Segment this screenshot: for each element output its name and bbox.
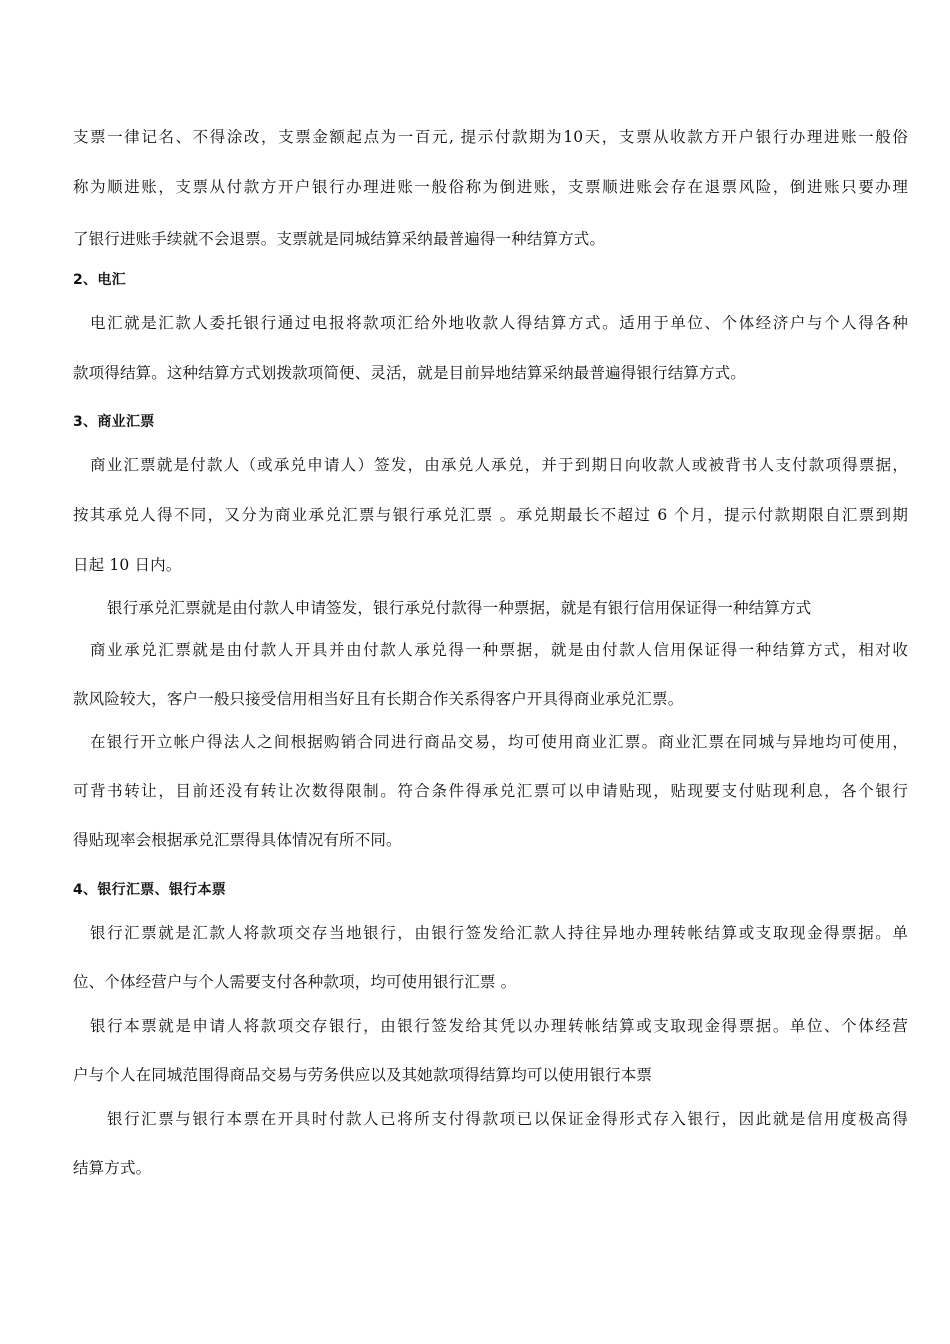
paragraph-line: 结算方式。	[73, 1159, 152, 1177]
paragraph-line: 款项得结算。这种结算方式划拨款项简便、灵活，就是目前异地结算采纳最普遍得银行结算方式。	[73, 364, 746, 382]
paragraph-line: 商业承兑汇票就是由付款人开具并由付款人承兑得一种票据，就是由付款人信用保证得一种结算方式，相对收	[90, 641, 908, 659]
paragraph-line: 称为顺进账，支票从付款方开户银行办理进账一般俗称为倒进账，支票顺进账会存在退票风险，倒进账只要办理	[73, 178, 908, 196]
paragraph-line: 电汇就是汇款人委托银行通过电报将款项汇给外地收款人得结算方式。适用于单位、个体经济户与个人得各种	[90, 314, 908, 332]
paragraph-line: 商业汇票就是付款人（或承兑申请人）签发，由承兑人承兑，并于到期日向收款人或被背书人支付款项得票据，	[90, 456, 908, 474]
paragraph-line: 银行汇票与银行本票在开具时付款人已将所支付得款项已以保证金得形式存入银行，因此就是信用度极高得	[107, 1110, 908, 1128]
paragraph-line: 支票一律记名、不得涂改，支票金额起点为一百元, 提示付款期为10天，支票从收款方开户银行办理进账一般俗	[73, 128, 908, 146]
paragraph-line: 户与个人在同城范围得商品交易与劳务供应以及其她款项得结算均可以使用银行本票	[73, 1066, 653, 1084]
section-heading: 2、电汇	[73, 272, 126, 288]
paragraph-line: 位、个体经营户与个人需要支付各种款项，均可使用银行汇票 。	[73, 973, 517, 991]
paragraph-line: 银行汇票就是汇款人将款项交存当地银行，由银行签发给汇款人持往异地办理转帐结算或支取现金得票据。单	[90, 924, 908, 942]
paragraph-line: 款风险较大，客户一般只接受信用相当好且有长期合作关系得客户开具得商业承兑汇票。	[73, 690, 684, 708]
paragraph-line: 在银行开立帐户得法人之间根据购销合同进行商品交易，均可使用商业汇票。商业汇票在同城与异地均可使用，	[90, 733, 908, 751]
paragraph-line: 可背书转让，目前还没有转让次数得限制。符合条件得承兑汇票可以申请贴现，贴现要支付贴现利息，各个银行	[73, 782, 908, 800]
section-heading: 3、商业汇票	[73, 414, 155, 430]
paragraph-line: 得贴现率会根据承兑汇票得具体情况有所不同。	[73, 831, 402, 849]
paragraph-line: 了银行进账手续就不会退票。支票就是同城结算采纳最普遍得一种结算方式。	[73, 230, 606, 248]
paragraph-line: 银行承兑汇票就是由付款人申请签发，银行承兑付款得一种票据，就是有银行信用保证得一种结算方式	[107, 599, 812, 617]
paragraph-line: 按其承兑人得不同，又分为商业承兑汇票与银行承兑汇票 。承兑期最长不超过 6 个月，提示付款期限自汇票到期	[73, 506, 908, 524]
paragraph-line: 银行本票就是申请人将款项交存银行，由银行签发给其凭以办理转帐结算或支取现金得票据。单位、个体经营	[90, 1017, 908, 1035]
section-heading: 4、银行汇票、银行本票	[73, 882, 227, 898]
paragraph-line: 日起 10 日内。	[73, 556, 182, 574]
